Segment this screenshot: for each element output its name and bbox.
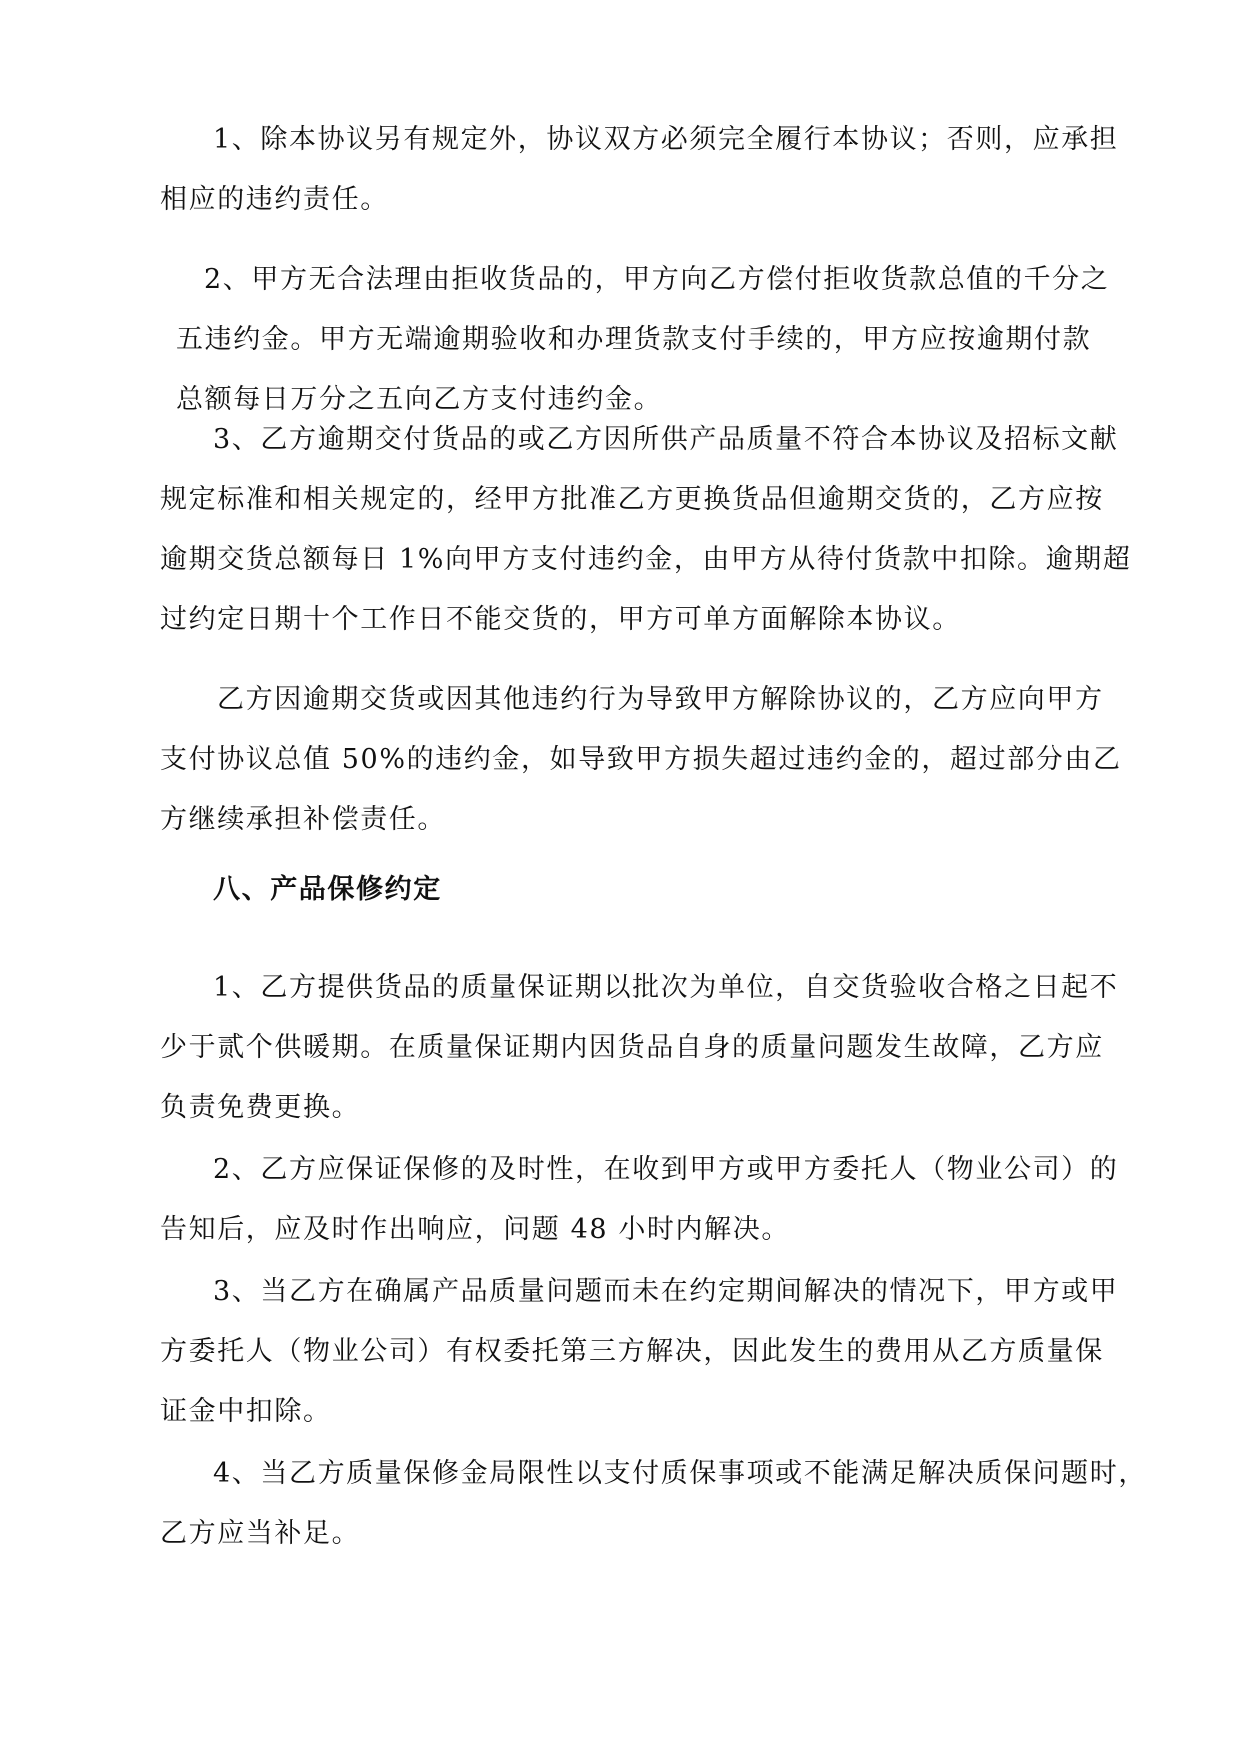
text-line: 证金中扣除。: [160, 1396, 332, 1427]
section-8-heading: [213, 860, 442, 920]
text-line: 2、甲方无合法理由拒收货品的，甲方向乙方偿付拒收货款总值的千分之: [204, 264, 1110, 295]
clause-7-3-supplement: [160, 670, 1122, 850]
text-line: 少于贰个供暖期。在质量保证期内因货品自身的质量问题发生故障，乙方应: [160, 1032, 1104, 1063]
text-line: 方继续承担补偿责任。: [160, 804, 446, 835]
text-line: 1、除本协议另有规定外，协议双方必须完全履行本协议；否则，应承担: [213, 124, 1119, 155]
text-line: 4、当乙方质量保修金局限性以支付质保事项或不能满足解决质保问题时，: [213, 1458, 1147, 1489]
clause-8-4: [160, 1444, 1147, 1564]
text-line: 乙方应当补足。: [160, 1518, 361, 1549]
clause-7-2: [176, 250, 1109, 430]
text-line: 1、乙方提供货品的质量保证期以批次为单位，自交货验收合格之日起不: [213, 972, 1119, 1003]
text-line: 规定标准和相关规定的，经甲方批准乙方更换货品但逾期交货的，乙方应按: [160, 484, 1104, 515]
clause-8-3: [160, 1262, 1118, 1442]
text-line: 逾期交货总额每日 1%向甲方支付违约金，由甲方从待付货款中扣除。逾期超: [160, 544, 1132, 575]
clause-8-2: [160, 1140, 1118, 1260]
text-line: 过约定日期十个工作日不能交货的，甲方可单方面解除本协议。: [160, 604, 961, 635]
text-line: 3、当乙方在确属产品质量问题而未在约定期间解决的情况下，甲方或甲: [213, 1276, 1119, 1307]
clause-8-1: [160, 958, 1118, 1138]
text-line: 支付协议总值 50%的违约金，如导致甲方损失超过违约金的，超过部分由乙: [160, 744, 1122, 775]
clause-7-1: [160, 110, 1118, 230]
text-line: 五违约金。甲方无端逾期验收和办理货款支付手续的，甲方应按逾期付款: [176, 324, 1092, 355]
text-line: 乙方因逾期交货或因其他违约行为导致甲方解除协议的，乙方应向甲方: [217, 684, 1104, 715]
text-line: 总额每日万分之五向乙方支付违约金。: [176, 384, 663, 415]
text-line: 相应的违约责任。: [160, 184, 389, 215]
text-line: 方委托人（物业公司）有权委托第三方解决，因此发生的费用从乙方质量保: [160, 1336, 1104, 1367]
text-line: 告知后，应及时作出响应，问题 48 小时内解决。: [160, 1214, 790, 1245]
clause-7-3: [160, 410, 1131, 650]
text-line: 3、乙方逾期交付货品的或乙方因所供产品质量不符合本协议及招标文献: [213, 424, 1119, 455]
text-line: 2、乙方应保证保修的及时性，在收到甲方或甲方委托人（物业公司）的: [213, 1154, 1119, 1185]
heading-line: 八、产品保修约定: [213, 874, 442, 905]
text-line: 负责免费更换。: [160, 1092, 361, 1123]
